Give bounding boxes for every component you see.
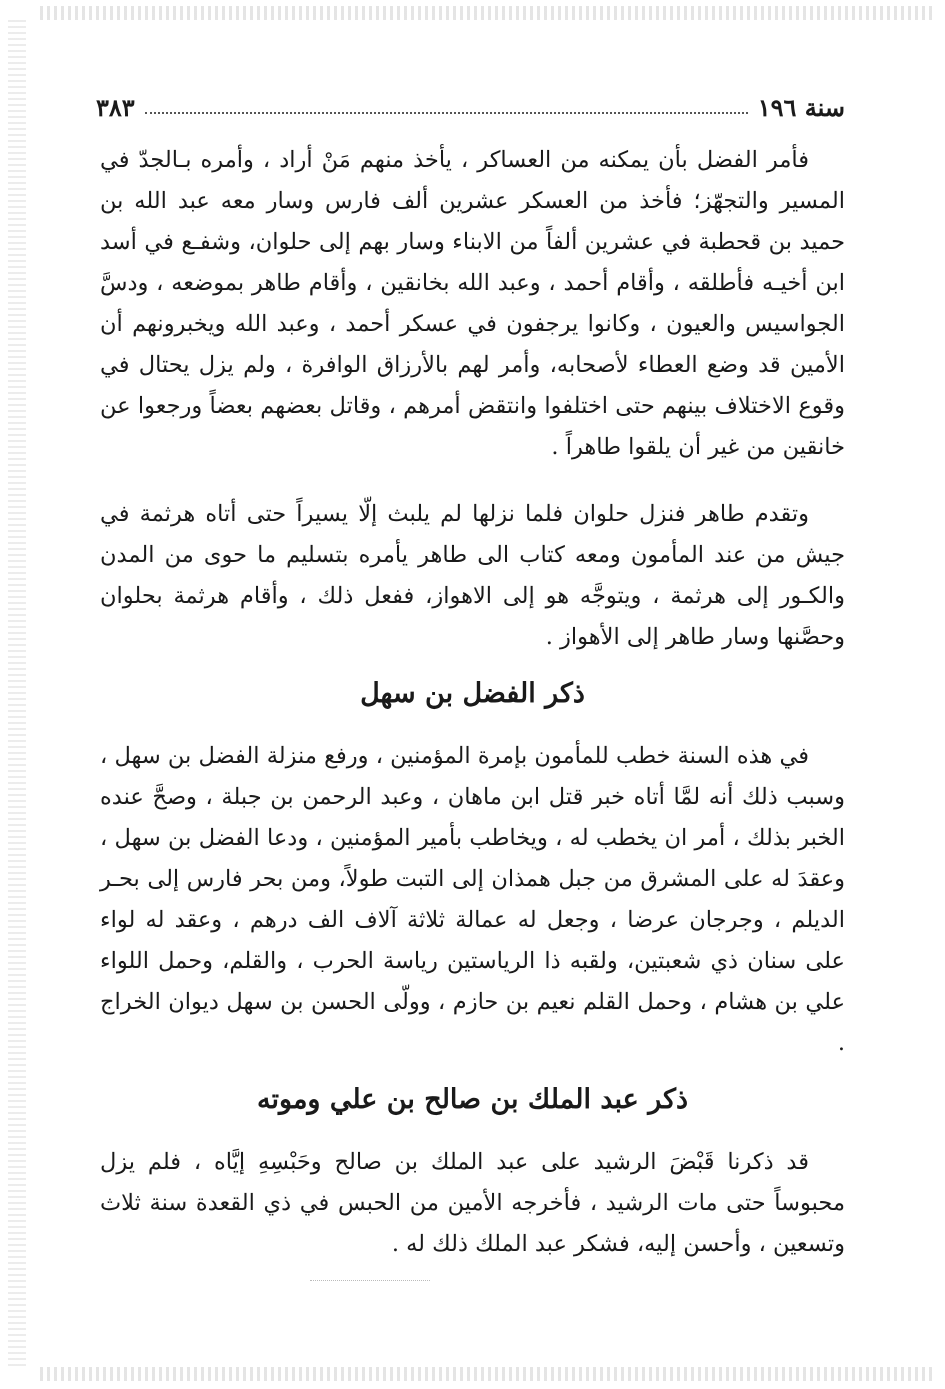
scan-border-top [40, 6, 935, 20]
scan-border-bottom [40, 1367, 935, 1381]
header-dotted-leader [145, 112, 748, 114]
scan-border-left [8, 20, 26, 1369]
body-paragraph: وتقدم طاهر فنزل حلوان فلما نزلها لم يلبث إلّا يسيراً حتى أتاه هرثمة في جيش من عند المأمون ومعه كتاب الى طاهر يأمره بتسليم ما حوى من المدن والكـور إلى هرثمة ، ويتوجَّه هو إلى الاهواز، ففعل ذلك ، وأقام هرثمة بحلوان وحصَّنها وسار طاهر إلى الأهواز . [100, 501, 845, 650]
page-body [100, 140, 845, 1265]
body-paragraph: في هذه السنة خطب للمأمون بإمرة المؤمنين ، ورفع منزلة الفضل بن سهل ، وسبب ذلك أنه لمَّا أتاه خبر قتل ابن ماهان ، وعبد الرحمن بن جبلة ، وصحَّ عنده الخبر بذلك ، أمر ان يخطب له ، ويخاطب بأمير المؤمنين ، ودعا الفضل بن سهل ، وعقدَ له على المشرق من جبل همذان إلى التبت طولاً، ومن بحر فارس إلى بحـر الديلم ، وجرجان عرضا ، وجعل له عمالة ثلاثة آلاف الف درهم ، وعقد له لواء على سنان ذي شعبتين، ولقبه ذا الرياستين رياسة الحرب ، والقلم، وحمل اللواء علي بن هشام ، وحمل القلم نعيم بن حازم ، وولّى الحسن بن سهل ديوان الخراج . [100, 743, 845, 1056]
page-number: ٣٨٣ [96, 93, 135, 122]
body-paragraph: قد ذكرنا قَبْضَ الرشيد على عبد الملك بن صالح وحَبْسِهِ إيَّاه ، فلم يزل محبوساً حتى مات الرشيد ، فأخرجه الأمين من الحبس في ذي القعدة سنة ثلاث وتسعين ، وأحسن إليه، فشكر عبد الملك ذلك له . [100, 1149, 845, 1257]
header-year: سنة ١٩٦ [757, 93, 845, 122]
running-header [96, 88, 845, 122]
section-heading: ذكر الفضل بن سهل [360, 678, 585, 709]
footer-dotted-rule [310, 1280, 430, 1281]
section-heading: ذكر عبد الملك بن صالح بن علي وموته [257, 1084, 688, 1115]
body-paragraph: فأمر الفضل بأن يمكنه من العساكر ، يأخذ منهم مَنْ أراد ، وأمره بـالجدّ في المسير والتجهّز؛ فأخذ من العسكر عشرين ألف فارس وسار معه عبد الله بن حميد بن قحطبة في عشرين ألفاً من الابناء وسار بهم إلى حلوان، وشفـع في أسد ابن أخيـه فأطلقه ، وأقام أحمد ، وعبد الله بخانقين ، وأقام طاهر بموضعه ، ودسَّ الجواسيس والعيون ، وكانوا يرجفون في عسكر أحمد ، وعبد الله ويخبرونهم أن الأمين قد وضع العطاء لأصحابه، وأمر لهم بالأرزاق الوافرة ، ولم يزل يحتال في وقوع الاختلاف بينهم حتى اختلفوا وانتقض أمرهم ، وقاتل بعضهم بعضاً ورجعوا عن خانقين من غير أن يلقوا طاهراً . [100, 147, 845, 460]
